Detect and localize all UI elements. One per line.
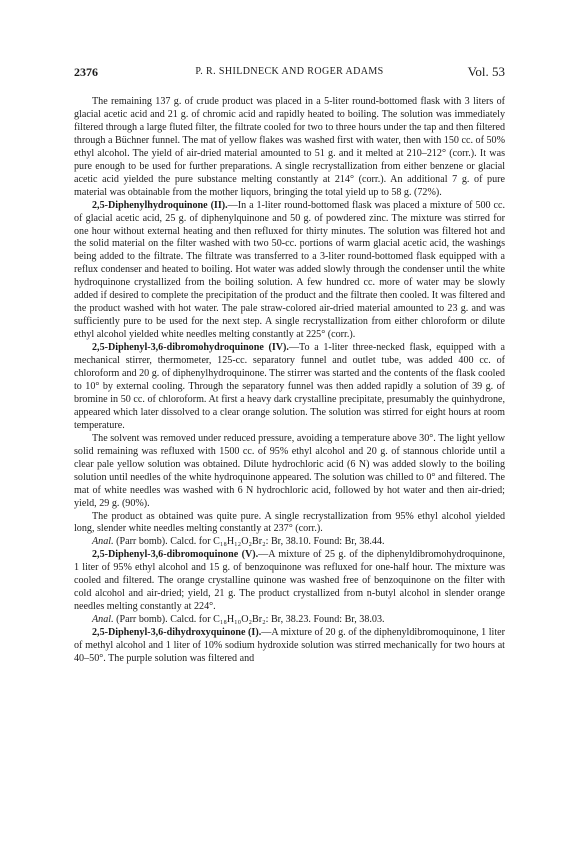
section-heading: 2,5-Diphenyl-3,6-dibromoquinone (V).: [92, 549, 259, 561]
page-number: 2376: [74, 65, 98, 79]
anal-label: Anal.: [92, 536, 114, 548]
section-heading: 2,5-Diphenyl-3,6-dibromohydroquinone (IV).: [92, 342, 289, 354]
paragraph: The product as obtained was quite pure. A single recrystallization from 95% ethyl alcohol yielded long, slender white needles melting constantly at 237° (corr.).: [74, 510, 505, 535]
paragraph: 2,5-Diphenylhydroquinone (II).—In a 1-liter round-bottomed flask was placed a mixture of 500 cc. of glacial acetic acid, 25 g. of diphenylquinone and 50 g. of powdered zinc. The mixture was stirred for one hour without external heating and then refluxed for thirty minutes. The solution was filtered hot and the solid material on the filter washed with two 50-cc. portions of warm glacial acetic acid, the washings being added to the filtrate. The filtrate was transferred to a 3-liter round-bottomed flask equipped with a reflux condenser and heated to boiling. Hot water was added slowly through the condenser until the white hydroquinone crystallized from the boiling solution. A few hundred cc. more of water may be slowly added if desired to complete the precipitation of the product and the filtrate then cooled. It was filtered and the product washed with hot water. The pale straw-colored air-dried material amounted to 23 g. and was sufficiently pure to be used for the next step. A single recrystallization from either chloroform or dilute ethyl alcohol yielded white needles melting constantly at 225° (corr.).: [74, 199, 505, 341]
section-heading: 2,5-Diphenyl-3,6-dihydroxyquinone (I).: [92, 627, 262, 639]
article-body: [74, 96, 505, 666]
analysis-line: Anal. (Parr bomb). Calcd. for C₁₈H₁₂O₂Br₂: Br, 38.10. Found: Br, 38.44.: [92, 536, 385, 548]
volume-label: Vol. 53: [467, 64, 505, 79]
section-heading: 2,5-Diphenylhydroquinone (II).: [92, 199, 228, 211]
anal-label: Anal.: [92, 614, 114, 626]
paragraph: The remaining 137 g. of crude product was placed in a 5-liter round-bottomed flask with 3 liters of glacial acetic acid and 21 g. of chromic acid and rapidly heated to boiling. The solution was immediately filtered through a large fluted filter, the filtrate cooled for two to three hours under the tap and then filtered through a Büchner funnel. The mat of yellow flakes was washed first with water, then with 150 cc. of 50% ethyl alcohol. The yield of air-dried material amounted to 51 g. and it melted at 210–212° (corr.). It was pure enough to be used for further preparations. A single recrystallization from either benzene or glacial acetic acid yielded the pure substance melting constantly at 214° (corr.). An additional 7 g. of pure material was obtainable from the mother liquors, bringing the total yield up to 58 g. (72%).: [74, 96, 505, 198]
paragraph: 2,5-Diphenyl-3,6-dihydroxyquinone (I).—A mixture of 20 g. of the diphenyldibromoquinone, 1 liter of methyl alcohol and 1 liter of 10% sodium hydroxide solution was stirred mechanically for two hours at 40–50°. The purple solution was filtered and: [74, 627, 505, 664]
running-title: P. R. SHILDNECK AND ROGER ADAMS: [195, 66, 384, 77]
analysis-line: Anal. (Parr bomb). Calcd. for C₁₈H₁₀O₂Br₂: Br, 38.23. Found: Br, 38.03.: [92, 614, 385, 626]
paragraph: The solvent was removed under reduced pressure, avoiding a temperature above 30°. The light yellow solid remaining was refluxed with 1500 cc. of 95% ethyl alcohol and 20 g. of stannous chloride until a clear pale yellow solution was obtained. Dilute hydrochloric acid (6 N) was added slowly to the boiling solution until needles of the white hydroquinone appeared. The solution was chilled to 0° and filtered. The mat of white needles was washed with 6 N hydrochloric acid, followed by hot water and then air-dried; yield, 29 g. (90%).: [74, 432, 505, 509]
paragraph: 2,5-Diphenyl-3,6-dibromoquinone (V).—A mixture of 25 g. of the diphenyldibromohydroquinone, 1 liter of 95% ethyl alcohol and 15 g. of benzoquinone was refluxed for one-half hour. The mixture was cooled and filtered. The orange crystalline quinone was washed free of benzoquinone on the filter with cold alcohol and air-dried; yield, 21 g. The product crystallized from n-butyl alcohol in slender orange needles melting constantly at 224°.: [74, 549, 505, 613]
paragraph: 2,5-Diphenyl-3,6-dibromohydroquinone (IV).—To a 1-liter three-necked flask, equipped with a mechanical stirrer, thermometer, 125-cc. separatory funnel and outlet tube, was added 400 cc. of chloroform and 20 g. of diphenylhydroquinone. The stirrer was started and the contents of the flask cooled to 10° by external cooling. Through the separatory funnel was then added rapidly a solution of 39 g. of bromine in 50 cc. of chloroform. At first a heavy dark crystalline precipitate, presumably the quinhydrone, appeared which later dissolved to a clear orange solution. The solution was stirred for eight hours at room temperature.: [74, 342, 506, 431]
running-header: [74, 64, 505, 80]
